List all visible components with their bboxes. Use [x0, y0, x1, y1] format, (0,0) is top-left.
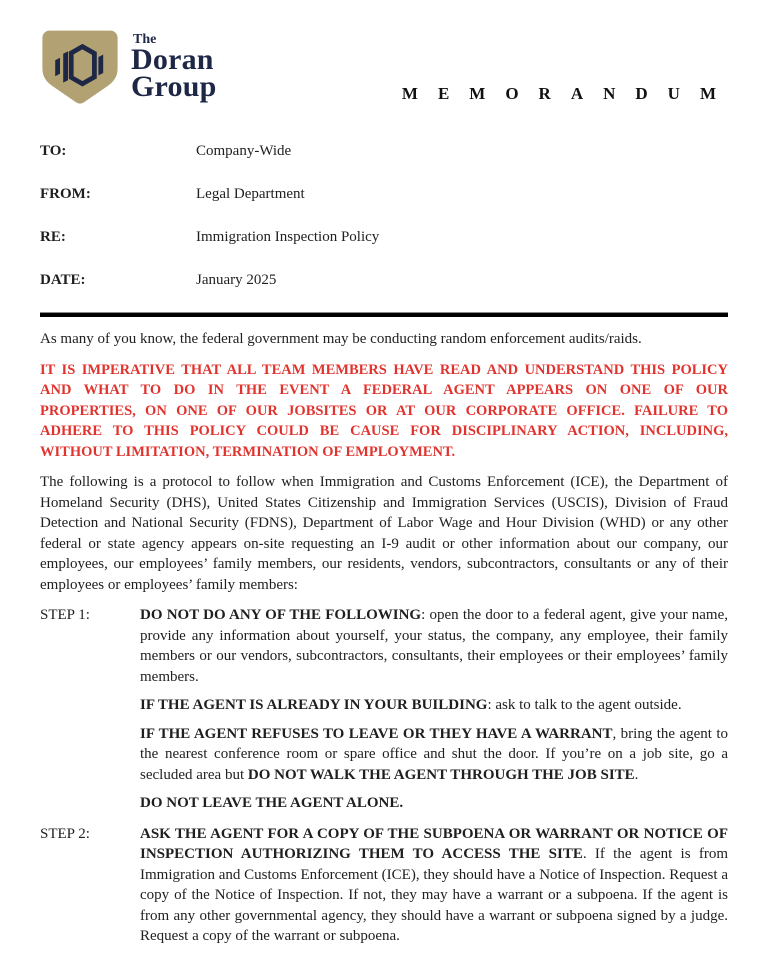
memo-field-re [40, 226, 728, 248]
step-1 [40, 605, 728, 822]
memo-field-from [40, 183, 728, 205]
logo-word-group: Group [131, 70, 217, 103]
step-2-body [140, 824, 728, 955]
memo-field-to [40, 140, 728, 162]
memo-field-value: Company-Wide [196, 143, 292, 159]
memo-field-label: TO: [40, 143, 67, 159]
memo-field-label: FROM: [40, 186, 91, 202]
warning-line: ADHERE TO THIS POLICY COULD BE CAUSE FOR DISCIPLINARY ACTION, INCLUDING, [40, 423, 728, 439]
logo-shield-icon [40, 28, 120, 106]
memorandum-title: MEMORANDUM [401, 84, 736, 103]
document-header [40, 28, 736, 106]
intro-paragraph: As many of you know, the federal government may be conducting random enforcement audits/raids. [40, 331, 642, 347]
policy-warning [40, 360, 728, 463]
step-paragraph: IF THE AGENT IS ALREADY IN YOUR BUILDING: ask to talk to the agent outside. [140, 697, 682, 713]
memo-field-value: January 2025 [196, 272, 277, 288]
memo-field-value: Immigration Inspection Policy [196, 229, 380, 245]
step-1-label: STEP 1: [40, 607, 90, 623]
logo-word-doran: Doran [131, 43, 214, 76]
memo-field-value: Legal Department [196, 186, 305, 202]
step-paragraph: IF THE AGENT REFUSES TO LEAVE OR THEY HAVE A WARRANT, bring the agent to the nearest conference room or spare office and shut the door. If you’re on a job site, go a secluded area but DO NOT WALK THE AGENT THROUGH THE JOB SITE. [140, 725, 728, 783]
step-paragraph: DO NOT LEAVE THE AGENT ALONE. [140, 795, 404, 811]
logo-wordmark [131, 28, 217, 103]
warning-line: WITHOUT LIMITATION, TERMINATION OF EMPLOYMENT. [40, 443, 456, 460]
memo-fields [40, 140, 728, 291]
protocol-paragraph: The following is a protocol to follow when Immigration and Customs Enforcement (ICE), the Department of Homeland Security (DHS), United States Citizenship and Immigration Services (USCIS), Division of Fraud Detection and National Security (FDNS), Department of Labor Wage and Hour Division (WHD) or any other federal or state agency appears on-site requesting an I-9 audit or other information about our company, our employees, our employees’ family members, our residents, vendors, subcontractors, consultants or any of their employees or employees’ family members: [40, 474, 728, 593]
step-1-body [140, 605, 728, 822]
step-2-label: STEP 2: [40, 825, 90, 842]
logo-word-the: The [133, 32, 157, 47]
memo-field-label: RE: [40, 229, 66, 245]
step-paragraph: ASK THE AGENT FOR A COPY OF THE SUBPOENA OR WARRANT OR NOTICE OF INSPECTION AUTHORIZING THEM TO ACCESS THE SITE. If the agent is from Immigration and Customs Enforcement (ICE), they should have a Notice of Inspection. Request a copy of the Notice of Inspection. If not, they may have a warrant or a subpoena. If the agent is from any other governmental agency, they should have a warrant or subpoena signed by a judge. Request a copy of the warrant or subpoena. [140, 825, 728, 944]
step-paragraph: DO NOT DO ANY OF THE FOLLOWING: open the door to a federal agent, give your name, provide any information about yourself, your status, the company, any employee, their family members or our vendors, subcontractors, consultants, their employees or their employees’ family members. [140, 607, 729, 685]
warning-line: AND WHAT TO DO IN THE EVENT A FEDERAL AGENT APPEARS ON ONE OF OUR [40, 382, 728, 398]
memo-field-label: DATE: [40, 272, 86, 288]
header-rule [40, 312, 728, 317]
step-2 [40, 824, 728, 955]
warning-line: PROPERTIES, ON ONE OF OUR JOBSITES OR AT OUR CORPORATE OFFICE. FAILURE TO [40, 402, 728, 419]
warning-line: IT IS IMPERATIVE THAT ALL TEAM MEMBERS HAVE READ AND UNDERSTAND THIS POLICY [40, 361, 728, 378]
memo-field-date [40, 269, 728, 291]
